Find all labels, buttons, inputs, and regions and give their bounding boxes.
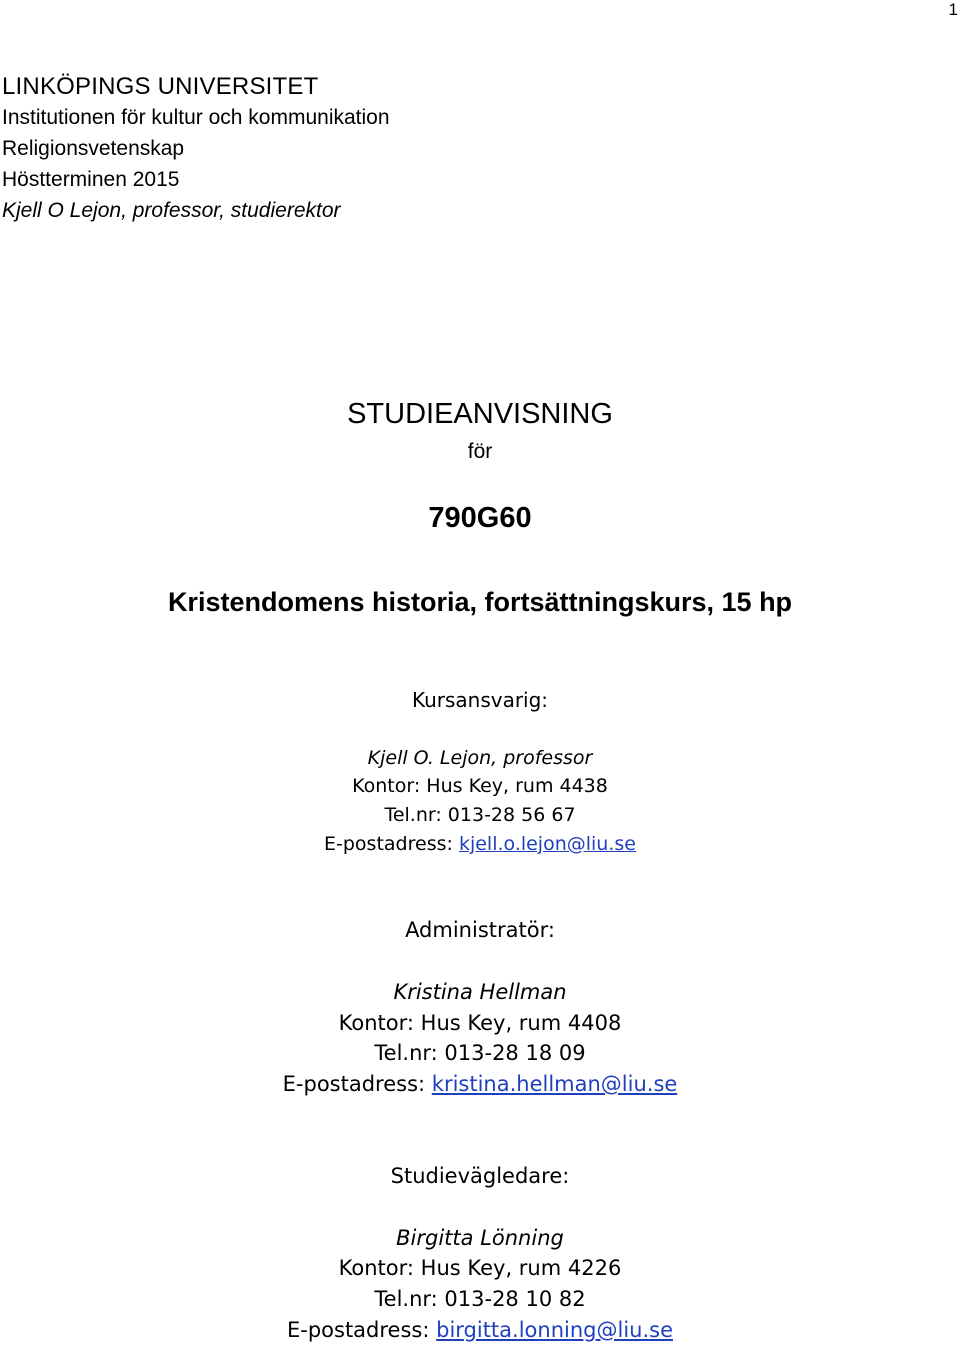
title-for: för (467, 440, 493, 463)
administrator-name: Kristina Hellman (393, 980, 567, 1004)
document-title: STUDIEANVISNING (347, 398, 613, 430)
course-responsible-name: Kjell O. Lejon, professor (367, 747, 593, 769)
administrator-phone: Tel.nr: 013-28 18 09 (374, 1041, 586, 1065)
course-code: 790G60 (428, 502, 532, 534)
university-name: LINKÖPINGS UNIVERSITET (2, 73, 319, 100)
study-counselor-email-link[interactable]: birgitta.lonning@liu.se (436, 1318, 674, 1342)
document-header (2, 72, 390, 226)
course-name: Kristendomens historia, fortsättningskurs, 15 hp (167, 587, 793, 617)
department-name: Institutionen för kultur och kommunikation (2, 106, 390, 129)
author-line: Kjell O Lejon, professor, studierektor (2, 199, 341, 222)
administrator-email-link[interactable]: kristina.hellman@liu.se (431, 1072, 678, 1096)
term: Höstterminen 2015 (2, 168, 180, 191)
study-counselor-name: Birgitta Lönning (396, 1226, 564, 1250)
study-counselor-phone: Tel.nr: 013-28 10 82 (374, 1287, 586, 1311)
administrator-office: Kontor: Hus Key, rum 4408 (338, 1011, 622, 1035)
page-number: 1 (948, 0, 958, 19)
course-responsible-email-line (0, 830, 960, 858)
course-responsible-label: Kursansvarig: (411, 688, 549, 712)
course-responsible-email-link[interactable]: kjell.o.lejon@liu.se (458, 833, 636, 855)
study-counselor-label: Studievägledare: (390, 1164, 570, 1188)
email-label: E-postadress: (286, 1318, 437, 1342)
administrator-label: Administratör: (405, 918, 555, 942)
administrator-email-line (0, 1069, 960, 1099)
study-counselor-office: Kontor: Hus Key, rum 4226 (338, 1256, 622, 1280)
study-counselor-email-line (0, 1315, 960, 1345)
course-responsible-phone: Tel.nr: 013-28 56 67 (384, 804, 576, 826)
email-label: E-postadress: (282, 1072, 432, 1096)
subject-name: Religionsvetenskap (2, 137, 185, 160)
email-label: E-postadress: (324, 833, 459, 855)
course-responsible-office: Kontor: Hus Key, rum 4438 (352, 775, 608, 797)
